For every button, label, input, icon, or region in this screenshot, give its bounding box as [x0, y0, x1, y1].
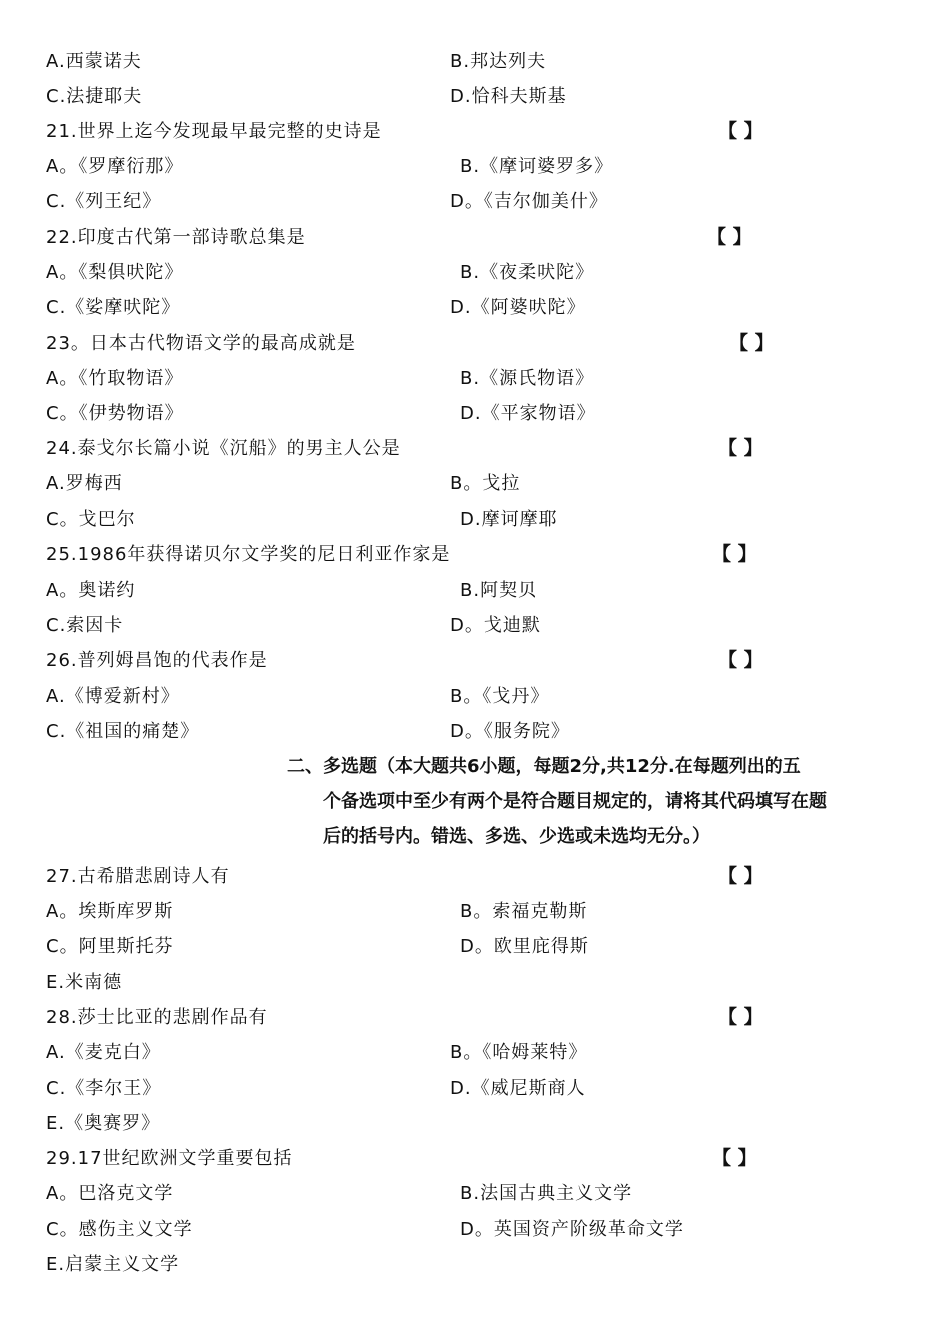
question-text: 29.17世纪欧洲文学重要包括: [46, 1148, 293, 1169]
question-text: 22.印度古代第一部诗歌总集是: [46, 227, 306, 248]
option-row: [0, 1176, 950, 1211]
option-d: D.恰科夫斯基: [450, 86, 567, 107]
option-row: [0, 466, 950, 501]
option-d: D。《吉尔伽美什》: [450, 191, 608, 212]
option-row: [0, 44, 950, 79]
option-row: [0, 290, 950, 325]
option-row: [0, 361, 950, 396]
question-stem-24: [0, 431, 950, 466]
option-b: B.《夜柔吠陀》: [460, 262, 595, 283]
option-c: C.法捷耶夫: [46, 86, 143, 107]
option-row: [0, 965, 950, 1000]
option-c: C。阿里斯托芬: [46, 936, 174, 957]
answer-bracket: 【 】: [718, 437, 763, 459]
option-b: B.阿契贝: [460, 580, 538, 601]
option-c: C。《伊势物语》: [46, 403, 184, 424]
answer-bracket: 【 】: [712, 1147, 757, 1169]
option-b: B.《摩诃婆罗多》: [460, 156, 614, 177]
section-heading-line: 后的括号内。错选、多选、少选或未选均无分。）: [323, 826, 710, 847]
option-b: B.《源氏物语》: [460, 368, 595, 389]
option-c: C.索因卡: [46, 615, 124, 636]
option-c: C.《祖国的痛楚》: [46, 721, 200, 742]
answer-bracket: 【 】: [712, 543, 757, 565]
option-row: [0, 1106, 950, 1141]
option-c: C。戈巴尔: [46, 509, 136, 530]
option-a: A。《罗摩衍那》: [46, 156, 184, 177]
option-row: [0, 184, 950, 219]
section-heading-line: 个备选项中至少有两个是符合题目规定的，请将其代码填写在题: [323, 791, 827, 812]
option-b: B.邦达列夫: [450, 51, 547, 72]
option-a: A。奥诺约: [46, 580, 136, 601]
option-a: A.罗梅西: [46, 473, 123, 494]
question-stem-23: [0, 326, 950, 361]
option-b: B。《戈丹》: [450, 686, 550, 707]
question-stem-25: [0, 537, 950, 572]
question-text: 23。日本古代物语文学的最高成就是: [46, 333, 356, 354]
question-stem-22: [0, 220, 950, 255]
question-stem-26: [0, 643, 950, 678]
question-text: 27.古希腊悲剧诗人有: [46, 866, 230, 887]
question-text: 24.泰戈尔长篇小说《沉船》的男主人公是: [46, 438, 401, 459]
option-row: [0, 255, 950, 290]
option-row: [0, 1071, 950, 1106]
option-c: C。感伤主义文学: [46, 1219, 193, 1240]
option-d: D.摩诃摩耶: [460, 509, 558, 530]
option-a: A.《博爱新村》: [46, 686, 180, 707]
question-stem-29: [0, 1141, 950, 1176]
answer-bracket: 【 】: [718, 865, 763, 887]
option-row: [0, 1212, 950, 1247]
option-row: [0, 79, 950, 114]
option-row: [0, 149, 950, 184]
option-d: D。欧里庇得斯: [460, 936, 589, 957]
option-row: [0, 573, 950, 608]
option-a: A。巴洛克文学: [46, 1183, 174, 1204]
option-d: D。《服务院》: [450, 721, 570, 742]
option-row: [0, 929, 950, 964]
option-a: A.西蒙诺夫: [46, 51, 142, 72]
question-text: 21.世界上迄今发现最早最完整的史诗是: [46, 121, 382, 142]
answer-bracket: 【 】: [729, 332, 774, 354]
option-c: C.《李尔王》: [46, 1078, 162, 1099]
section-heading: [287, 749, 912, 854]
answer-bracket: 【 】: [718, 120, 763, 142]
option-row: [0, 1247, 950, 1282]
question-text: 25.1986年获得诺贝尔文学奖的尼日利亚作家是: [46, 544, 451, 565]
option-a: A。《梨俱吠陀》: [46, 262, 184, 283]
option-c: C.《娑摩吠陀》: [46, 297, 181, 318]
option-row: [0, 894, 950, 929]
option-d: D。英国资产阶级革命文学: [460, 1219, 684, 1240]
question-stem-27: [0, 859, 950, 894]
option-row: [0, 714, 950, 749]
question-text: 26.普列姆昌饱的代表作是: [46, 650, 268, 671]
option-d: D.《平家物语》: [460, 403, 596, 424]
option-b: B。《哈姆莱特》: [450, 1042, 588, 1063]
section-heading-line: 二、多选题（本大题共6小题，每题2分,共12分.在每题列出的五: [287, 756, 801, 777]
question-stem-21: [0, 114, 950, 149]
question-text: 28.莎士比亚的悲剧作品有: [46, 1007, 268, 1028]
option-e: E.《奥赛罗》: [46, 1113, 161, 1134]
option-d: D。戈迪默: [450, 615, 541, 636]
option-b: B.法国古典主义文学: [460, 1183, 633, 1204]
option-a: A.《麦克白》: [46, 1042, 161, 1063]
option-d: D.《威尼斯商人: [450, 1078, 586, 1099]
option-b: B。戈拉: [450, 473, 521, 494]
option-a: A。埃斯库罗斯: [46, 901, 174, 922]
option-row: [0, 502, 950, 537]
option-row: [0, 679, 950, 714]
answer-bracket: 【 】: [707, 226, 752, 248]
option-b: B。索福克勒斯: [460, 901, 588, 922]
option-d: D.《阿婆吠陀》: [450, 297, 586, 318]
option-row: [0, 396, 950, 431]
option-row: [0, 608, 950, 643]
answer-bracket: 【 】: [718, 649, 763, 671]
option-e: E.米南德: [46, 972, 123, 993]
option-c: C.《列王纪》: [46, 191, 162, 212]
question-stem-28: [0, 1000, 950, 1035]
option-row: [0, 1035, 950, 1070]
answer-bracket: 【 】: [718, 1006, 763, 1028]
option-e: E.启蒙主义文学: [46, 1254, 180, 1275]
option-a: A。《竹取物语》: [46, 368, 184, 389]
